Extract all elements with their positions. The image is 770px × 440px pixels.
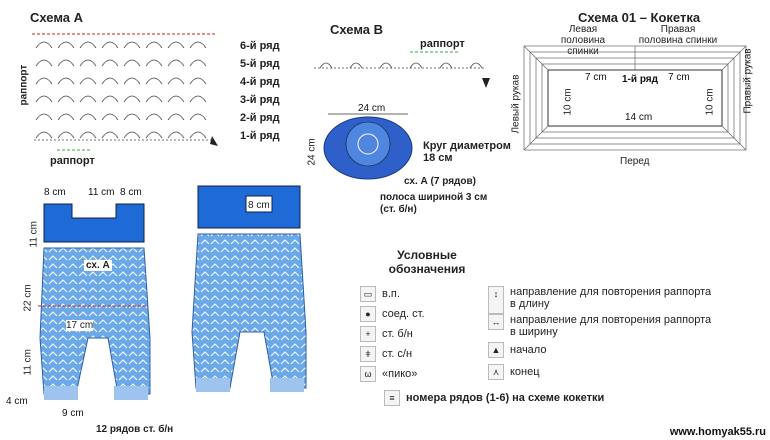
pants-front-dim-11-low: 11 cm xyxy=(22,349,34,376)
legend-item-label: в.п. xyxy=(382,287,400,300)
sl-st-icon: ● xyxy=(360,306,376,322)
scheme-a-chart xyxy=(22,28,242,158)
scheme-01-right-back: Правая половина спинки xyxy=(638,24,718,46)
pants-front-dim-11: 11 cm xyxy=(88,187,115,198)
scheme-01-row-1: 1-й ряд xyxy=(622,74,658,85)
pants-back-drawing xyxy=(190,182,310,416)
legend-rows-note-label: номера рядов (1-6) на схеме кокетки xyxy=(406,391,605,404)
start-icon: ▲ xyxy=(488,342,504,358)
pants-front-dim-22: 22 cm xyxy=(22,284,34,312)
hat-dim-height: 24 cm xyxy=(306,138,318,166)
hat-drawing xyxy=(318,112,418,182)
legend-item-label: «пико» xyxy=(382,367,418,380)
watermark: www.homyak55.ru xyxy=(669,426,766,438)
legend-item xyxy=(488,342,546,358)
legend-item xyxy=(360,346,412,362)
legend-rows-note xyxy=(384,390,604,406)
legend-title: Условные обозначения xyxy=(388,248,466,276)
scheme-a-row-4: 4-й ряд xyxy=(240,76,280,88)
scheme-b-rapport: раппорт xyxy=(420,38,465,50)
scheme-a-rapport-bottom: раппорт xyxy=(50,155,95,167)
scheme-01-yoke xyxy=(520,44,750,154)
pants-back-dim-8: 8 cm xyxy=(248,200,270,211)
legend-item xyxy=(488,314,718,338)
legend-item xyxy=(360,366,417,382)
pants-front-drawing xyxy=(38,198,158,416)
pants-front-bottom-note: 12 рядов ст. б/н xyxy=(96,424,174,435)
ch-icon: ▭ xyxy=(360,286,376,302)
hat-dim-width: 24 cm xyxy=(358,103,386,114)
pants-front-scheme-label: сх. А xyxy=(86,260,110,271)
legend-item-label: направление для повторения раппорта в ширину xyxy=(510,314,712,338)
pants-front-dim-8a: 8 cm xyxy=(44,187,66,198)
pants-front-dim-8b: 8 cm xyxy=(120,187,142,198)
dc-icon: ǂ xyxy=(360,346,376,362)
end-icon: ⋏ xyxy=(488,364,504,380)
hat-strip-label: полоса шириной 3 см (ст. б/н) xyxy=(380,192,488,215)
scheme-a-row-2: 2-й ряд xyxy=(240,112,280,124)
scheme-a-row-3: 3-й ряд xyxy=(240,94,280,106)
scheme-01-left-back: Левая половина спинки xyxy=(560,24,606,57)
hat-scheme-label: сх. А (7 рядов) xyxy=(404,176,476,187)
legend-item-label: начало xyxy=(510,343,547,356)
pants-front-dim-4: 4 cm xyxy=(6,396,28,407)
scheme-01-dim-7a: 7 cm xyxy=(585,72,607,83)
scheme-01-left-sleeve: Левый рукав xyxy=(510,74,522,134)
scheme-01-front: Перед xyxy=(620,156,650,167)
pants-front-dim-17: 17 cm xyxy=(66,320,94,331)
scheme-b-chart xyxy=(310,48,500,98)
legend-item xyxy=(360,306,425,322)
legend-item xyxy=(360,326,413,342)
scheme-a-title: Схема А xyxy=(30,10,84,25)
legend-item-label: ст. с/н xyxy=(382,347,413,360)
legend-item xyxy=(360,286,400,302)
pants-front-dim-9: 9 cm xyxy=(62,408,84,419)
legend-item xyxy=(488,286,718,314)
scheme-a-rapport-vertical: раппорт xyxy=(18,64,30,106)
pants-front-dim-11-side: 11 cm xyxy=(28,221,40,248)
scheme-b-title: Схема В xyxy=(330,22,384,37)
scheme-01-dim-10a: 10 cm xyxy=(562,88,574,116)
scheme-01-dim-10b: 10 cm xyxy=(704,88,716,116)
scheme-01-dim-14: 14 cm xyxy=(625,112,653,123)
legend-item-label: соед. ст. xyxy=(382,307,425,320)
legend-item xyxy=(488,364,540,380)
scheme-01-dim-7b: 7 cm xyxy=(668,72,690,83)
scheme-a-row-5: 5-й ряд xyxy=(240,58,280,70)
scheme-a-row-6: 6-й ряд xyxy=(240,40,280,52)
legend-item-label: направление для повторения раппорта в длину xyxy=(510,286,712,310)
sc-icon: + xyxy=(360,326,376,342)
picot-icon: ω xyxy=(360,366,376,382)
row-numbers-icon: ≡ xyxy=(384,390,400,406)
legend-item-label: конец xyxy=(510,365,540,378)
hat-circle-label: Круг диаметром 18 см xyxy=(423,140,511,164)
scheme-01-title: Схема 01 – Кокетка xyxy=(578,10,701,25)
repeat-width-icon: ↔ xyxy=(488,314,504,330)
legend-item-label: ст. б/н xyxy=(382,327,413,340)
repeat-length-icon: ↕ xyxy=(488,286,504,314)
scheme-a-row-1: 1-й ряд xyxy=(240,130,280,142)
scheme-01-right-sleeve: Правый рукав xyxy=(742,48,754,114)
